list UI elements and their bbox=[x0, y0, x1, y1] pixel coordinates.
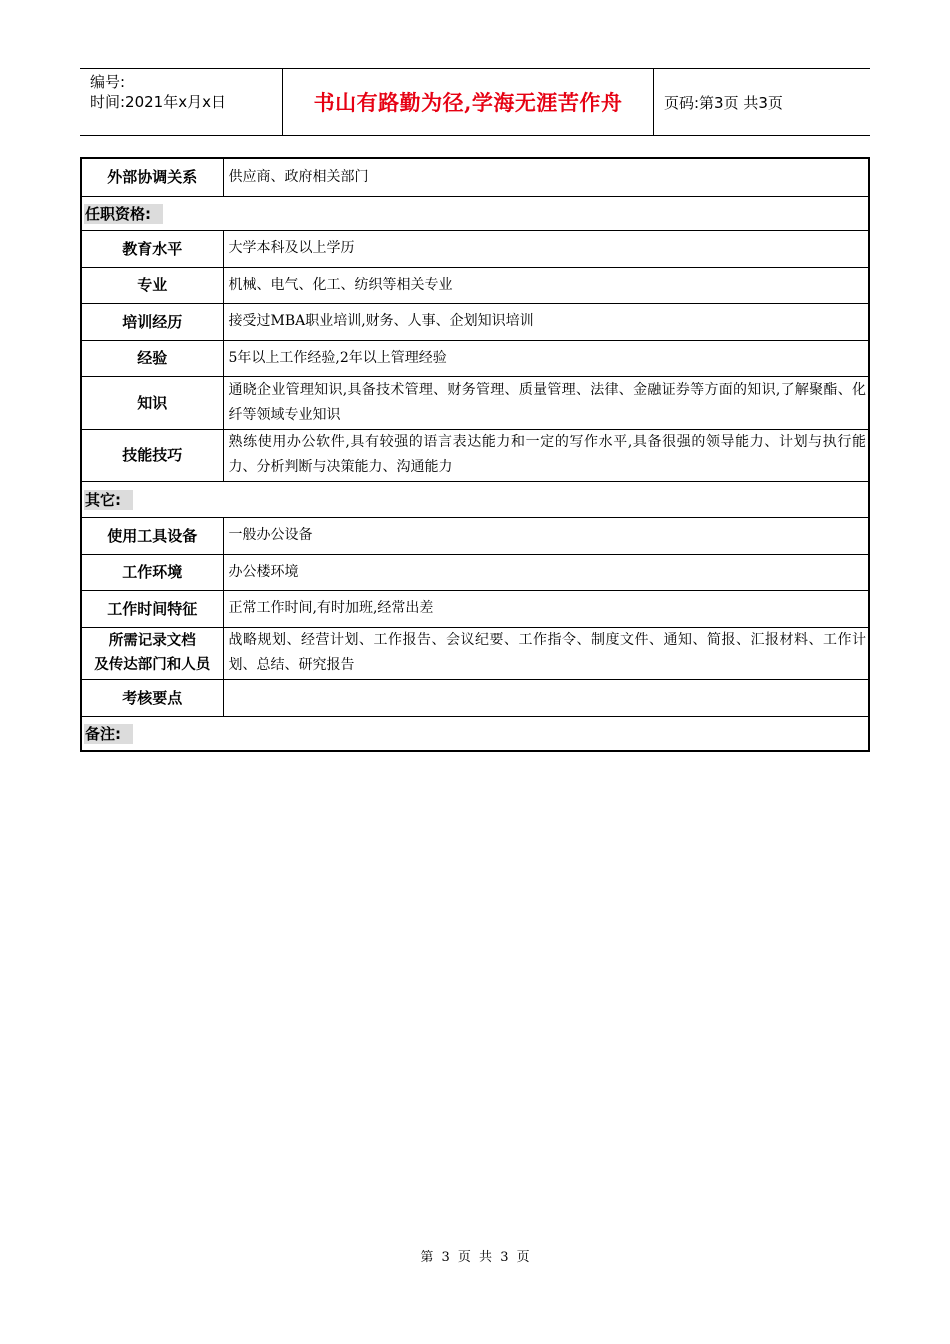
table-row bbox=[81, 267, 869, 303]
row-value: 通晓企业管理知识,具备技术管理、财务管理、质量管理、法律、金融证券等方面的知识,了解聚酯、化纤等领域专业知识 bbox=[223, 376, 869, 429]
row-value: 熟练使用办公软件,具有较强的语言表达能力和一定的写作水平,具备很强的领导能力、计划与执行能力、分析判断与决策能力、沟通能力 bbox=[223, 429, 869, 481]
job-description-table bbox=[80, 157, 870, 752]
table-row bbox=[81, 679, 869, 716]
table-row bbox=[81, 376, 869, 429]
row-value: 供应商、政府相关部门 bbox=[223, 158, 869, 196]
row-value: 机械、电气、化工、纺织等相关专业 bbox=[223, 267, 869, 303]
row-value: 5年以上工作经验,2年以上管理经验 bbox=[223, 340, 869, 376]
row-label: 培训经历 bbox=[81, 303, 223, 340]
row-value: 办公楼环境 bbox=[223, 554, 869, 590]
row-label bbox=[81, 627, 223, 679]
table-row bbox=[81, 627, 869, 679]
table-row bbox=[81, 158, 869, 196]
row-value: 接受过MBA职业培训,财务、人事、企划知识培训 bbox=[223, 303, 869, 340]
section-row bbox=[81, 196, 869, 230]
row-label-line: 及传达部门和人员 bbox=[94, 657, 211, 673]
table-row bbox=[81, 554, 869, 590]
table-row bbox=[81, 230, 869, 267]
header-slogan: 书山有路勤为径,学海无涯苦作舟 bbox=[313, 90, 623, 115]
row-value: 战略规划、经营计划、工作报告、会议纪要、工作指令、制度文件、通知、简报、汇报材料、工作计划、总结、研究报告 bbox=[223, 627, 869, 679]
table-row bbox=[81, 303, 869, 340]
row-label: 工作环境 bbox=[81, 554, 223, 590]
row-label-line: 所需记录文档 bbox=[108, 633, 196, 649]
row-label: 工作时间特征 bbox=[81, 590, 223, 627]
table-row bbox=[81, 517, 869, 554]
section-row bbox=[81, 481, 869, 517]
section-row bbox=[81, 716, 869, 751]
row-label: 知识 bbox=[81, 376, 223, 429]
section-heading-remarks: 备注: bbox=[81, 716, 869, 751]
document-code-label: 编号: bbox=[90, 73, 126, 91]
row-label: 使用工具设备 bbox=[81, 517, 223, 554]
row-value: 一般办公设备 bbox=[223, 517, 869, 554]
page-footer: 第 3 页 共 3 页 bbox=[420, 1250, 530, 1265]
table-row bbox=[81, 590, 869, 627]
header-page-number: 页码:第3页 共3页 bbox=[664, 93, 783, 112]
row-label: 专业 bbox=[81, 267, 223, 303]
section-heading-other: 其它: bbox=[81, 481, 869, 517]
row-label: 考核要点 bbox=[81, 679, 223, 716]
row-value: 大学本科及以上学历 bbox=[223, 230, 869, 267]
header-info-cell bbox=[80, 69, 282, 135]
row-label: 教育水平 bbox=[81, 230, 223, 267]
row-value bbox=[223, 679, 869, 716]
table-row bbox=[81, 429, 869, 481]
row-label: 外部协调关系 bbox=[81, 158, 223, 196]
row-label: 经验 bbox=[81, 340, 223, 376]
table-row bbox=[81, 340, 869, 376]
section-heading-qualification: 任职资格: bbox=[81, 196, 869, 230]
header-slogan-cell bbox=[282, 69, 654, 135]
document-date-label: 时间:2021年x月x日 bbox=[90, 93, 226, 111]
row-label: 技能技巧 bbox=[81, 429, 223, 481]
row-value: 正常工作时间,有时加班,经常出差 bbox=[223, 590, 869, 627]
header-page-cell bbox=[654, 69, 870, 135]
page-header bbox=[80, 68, 870, 136]
